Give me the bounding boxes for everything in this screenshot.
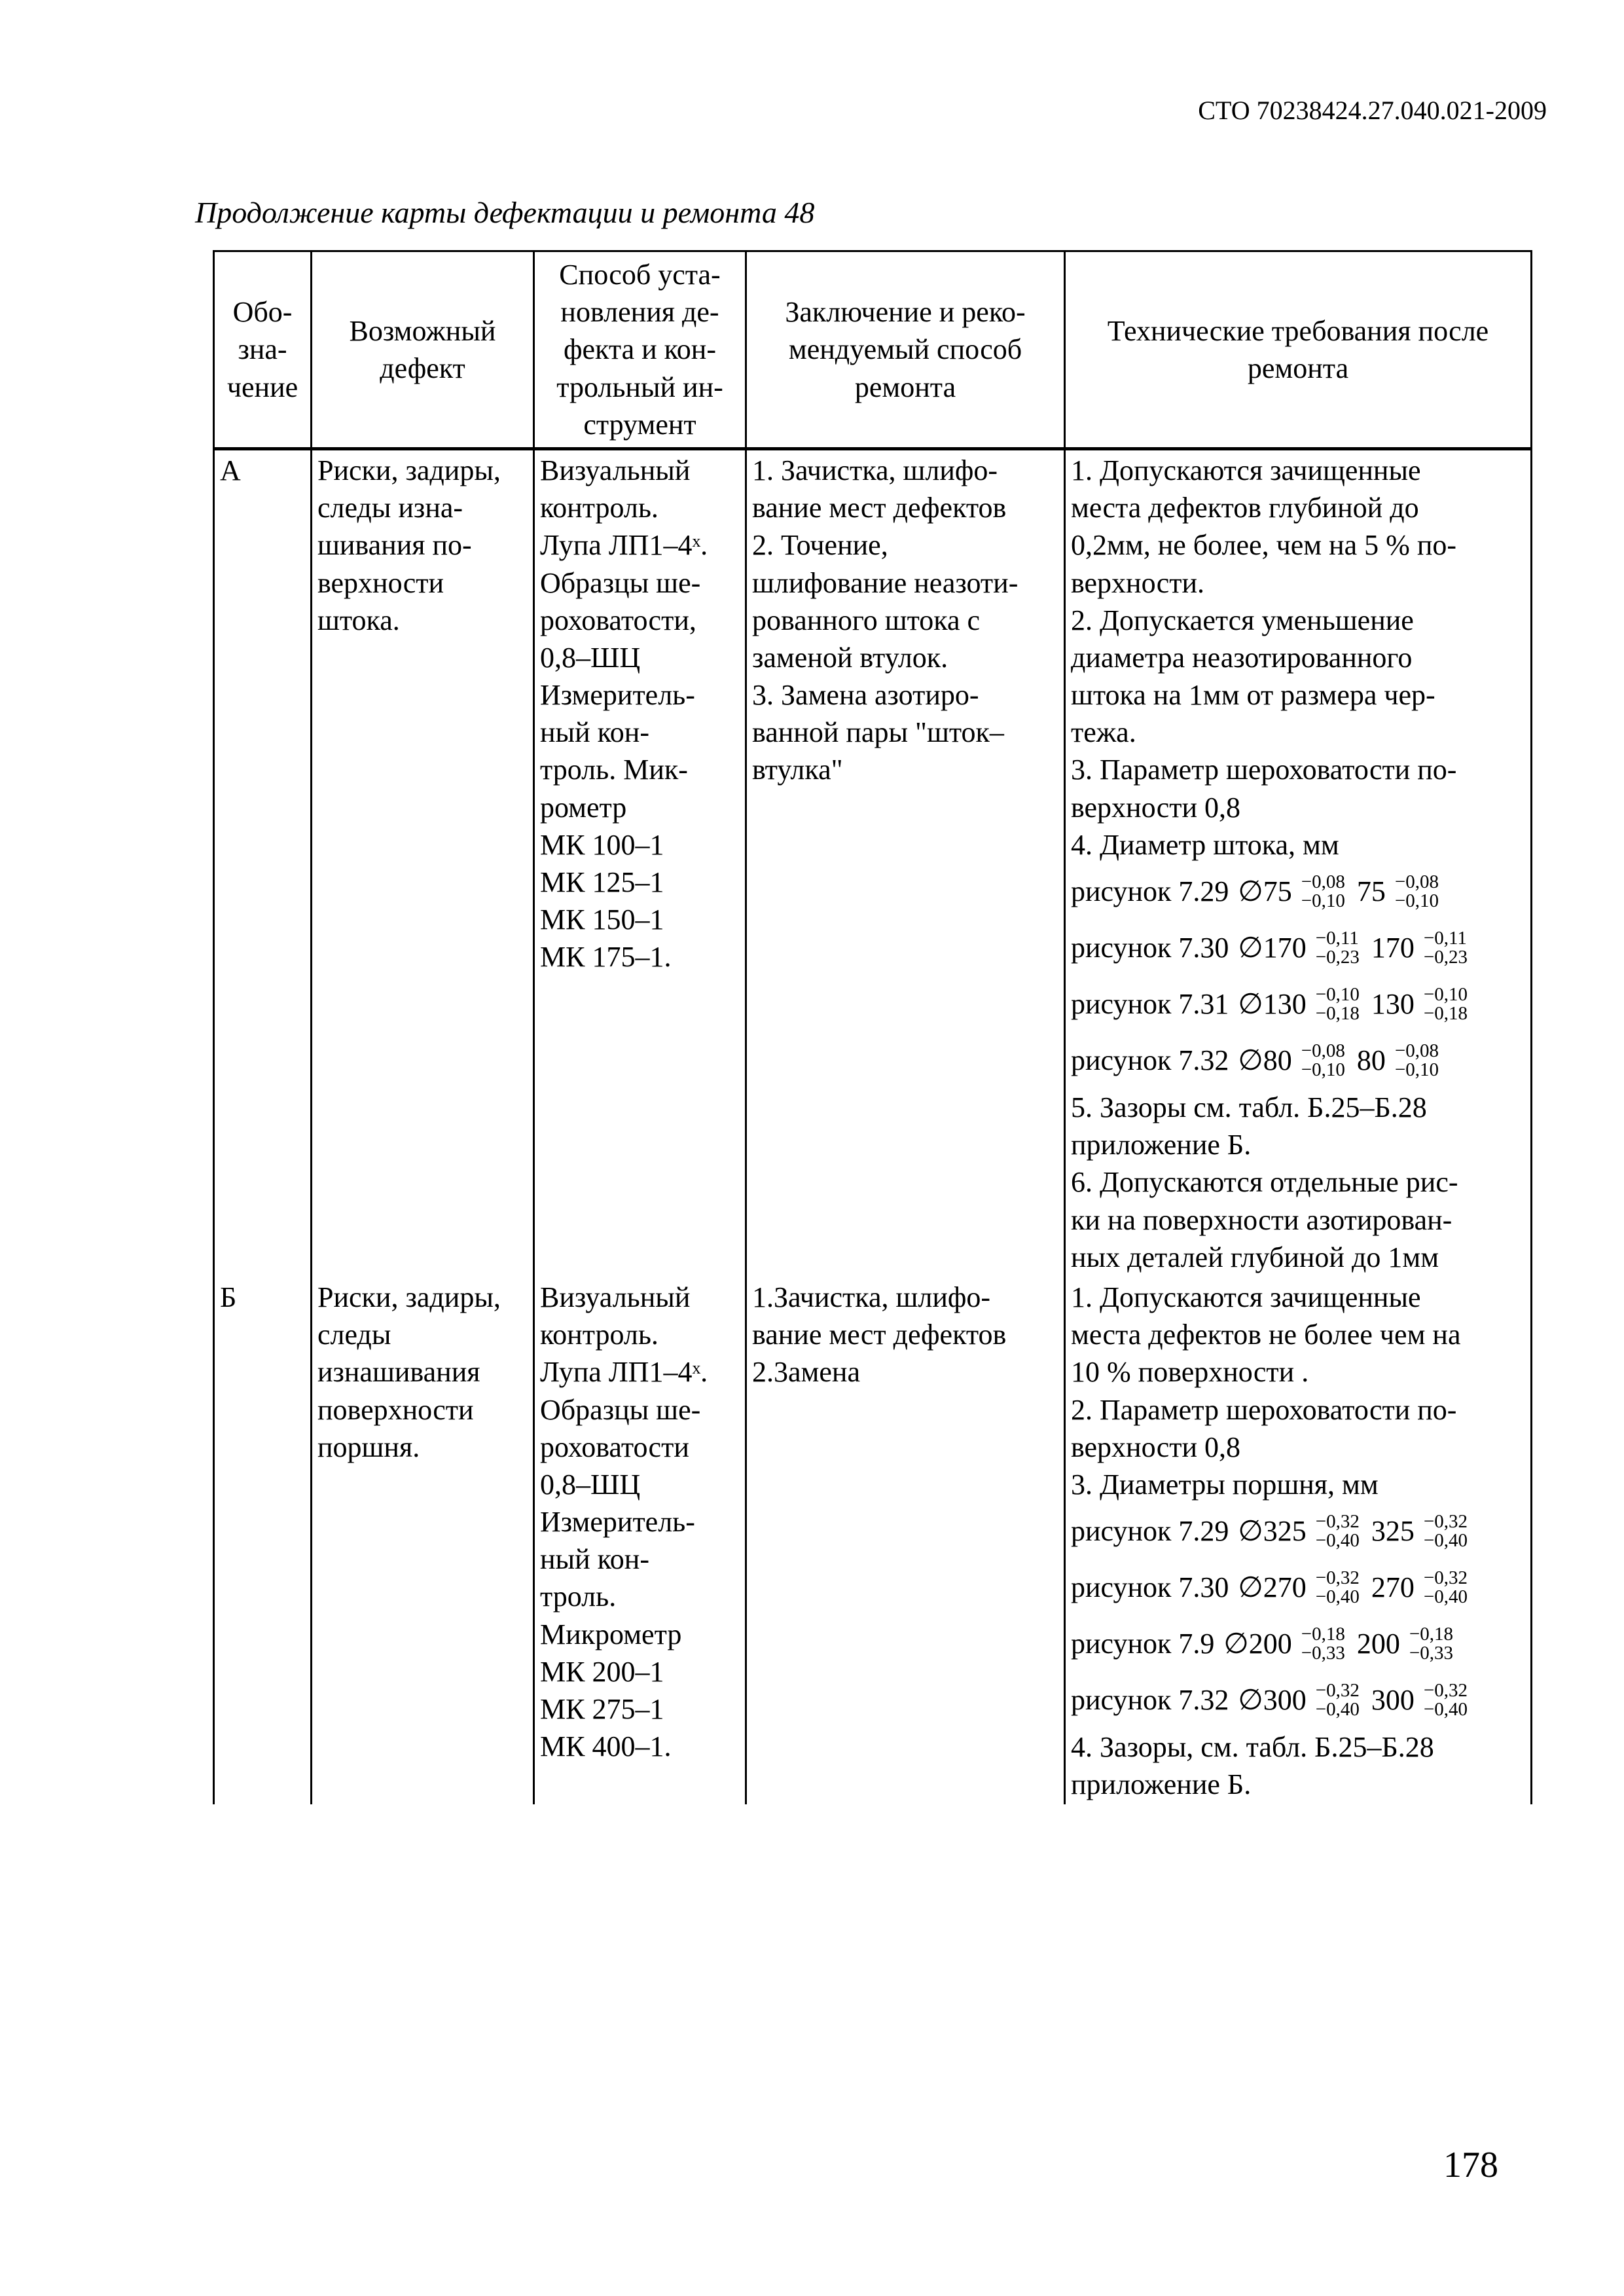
header-text-line: фекта и кон- <box>563 333 717 366</box>
figure-ref: рисунок 7.30 <box>1071 932 1229 964</box>
method-line: 0,8–ШЦ <box>540 1468 641 1501</box>
requirement-line: ных деталей глубиной до 1мм <box>1071 1241 1439 1273</box>
diameter-value: ∅270 <box>1238 1571 1307 1604</box>
method-line: ный кон- <box>540 1543 649 1576</box>
diameter-value: ∅80 <box>1238 1044 1292 1077</box>
method-line: МК 175–1. <box>540 941 672 974</box>
figure-dimension-row <box>1071 1032 1525 1089</box>
defect-line: верхности <box>317 566 444 599</box>
figure-ref: рисунок 7.29 <box>1071 875 1229 908</box>
repair-line: 2.3амена <box>752 1356 860 1389</box>
tolerance-upper: −0,32 <box>1315 1511 1360 1533</box>
nominal-value: 200 <box>1356 1628 1400 1660</box>
diameter-value: ∅170 <box>1238 932 1307 964</box>
tolerance-lower: −0,10 <box>1301 890 1345 911</box>
tolerance-lower: −0,10 <box>1394 890 1439 911</box>
figure-dimension-row <box>1071 976 1525 1032</box>
figure-dimension-row <box>1071 1616 1525 1672</box>
col-header-method <box>534 251 746 449</box>
requirement-line: приложение Б. <box>1071 1129 1252 1161</box>
tolerance <box>1316 985 1360 1023</box>
tolerance <box>1395 1042 1439 1080</box>
requirement-line: 5. Зазоры см. табл. Б.25–Б.28 <box>1071 1091 1427 1123</box>
tolerance-upper: −0,08 <box>1301 1040 1345 1061</box>
tolerance <box>1301 1625 1345 1663</box>
repair-line: 2. Точение, <box>752 529 888 562</box>
defect-line: поверхности <box>317 1393 474 1426</box>
requirement-line: штока на 1мм от размера чер- <box>1071 679 1435 712</box>
method-line: рометр <box>540 791 627 824</box>
requirement-line: 4. Зазоры, см. табл. Б.25–Б.28 <box>1071 1731 1434 1764</box>
col-header-designation <box>214 251 312 449</box>
tolerance <box>1424 929 1468 967</box>
tolerance <box>1316 929 1360 967</box>
figure-ref: рисунок 7.29 <box>1071 1515 1229 1548</box>
tolerance-upper: −0,11 <box>1423 928 1467 949</box>
tolerance-upper: −0,08 <box>1394 1040 1439 1061</box>
requirement-line: 3. Параметр шероховатости по- <box>1071 754 1457 786</box>
requirement-line: 10 % поверхности . <box>1071 1356 1309 1389</box>
table-row <box>214 448 1532 1277</box>
header-text-line: Заключение и реко- <box>785 296 1026 329</box>
requirement-line: 3. Диаметры поршня, мм <box>1071 1468 1379 1501</box>
diameter-value: ∅75 <box>1238 875 1292 908</box>
continuation-caption: Продолжение карты дефектации и ремонта 48 <box>195 196 815 229</box>
method-line: Лупа ЛП1–4ˣ. <box>540 529 708 562</box>
method-line: троль. Мик- <box>540 754 688 786</box>
figure-ref: рисунок 7.32 <box>1071 1684 1229 1717</box>
header-text-line: Обо- <box>232 296 293 329</box>
tolerance <box>1301 1042 1345 1080</box>
requirement-line: 2. Параметр шероховатости по- <box>1071 1393 1457 1426</box>
tolerance-upper: −0,10 <box>1423 984 1468 1005</box>
requirement-line: верхности 0,8 <box>1071 1430 1240 1463</box>
figure-ref: рисунок 7.30 <box>1071 1571 1229 1604</box>
repair-line: 1.Зачистка, шлифо- <box>752 1281 991 1313</box>
repair-line: 1. Зачистка, шлифо- <box>752 454 998 486</box>
figure-ref: рисунок 7.32 <box>1071 1044 1229 1077</box>
tolerance-lower: −0,40 <box>1315 1699 1360 1721</box>
tolerance-upper: −0,32 <box>1315 1567 1360 1589</box>
defect-line: Риски, задиры, <box>317 454 501 486</box>
method-line: МК 150–1 <box>540 903 664 936</box>
cell-method <box>534 1277 746 1805</box>
tolerance <box>1316 1512 1360 1550</box>
method-line: 0,8–ШЦ <box>540 641 641 674</box>
header-text-line: Способ уста- <box>559 259 721 291</box>
cell-requirements <box>1065 1277 1532 1805</box>
method-line: Микрометр <box>540 1618 682 1650</box>
tolerance-upper: −0,18 <box>1301 1624 1345 1645</box>
tolerance-lower: −0,40 <box>1423 1699 1468 1721</box>
requirement-line: диаметра неазотированного <box>1071 641 1413 674</box>
method-line: МК 275–1 <box>540 1693 664 1725</box>
requirement-line: приложение Б. <box>1071 1768 1252 1801</box>
requirement-line: места дефектов не более чем на <box>1071 1319 1461 1351</box>
requirement-line: 4. Диаметр штока, мм <box>1071 828 1339 861</box>
diameter-value: ∅325 <box>1238 1515 1307 1548</box>
tolerance <box>1424 985 1468 1023</box>
repair-line: шлифование неазоти- <box>752 566 1019 599</box>
figure-dimension-row <box>1071 1559 1525 1616</box>
method-line: роховатости <box>540 1430 689 1463</box>
header-text-line: дефект <box>380 352 465 384</box>
figure-dimension-row <box>1071 864 1525 920</box>
method-line: контроль. <box>540 1319 659 1351</box>
defect-line: штока. <box>317 604 400 636</box>
tolerance <box>1424 1681 1468 1719</box>
header-text-line: чение <box>226 371 298 403</box>
defect-line: следы изна- <box>317 492 463 524</box>
method-line: Лупа ЛП1–4ˣ. <box>540 1356 708 1389</box>
diameter-value: ∅130 <box>1238 988 1307 1021</box>
tolerance-upper: −0,10 <box>1315 984 1360 1005</box>
requirement-line: верхности 0,8 <box>1071 791 1240 824</box>
defect-line: шивания по- <box>317 529 472 562</box>
method-line: Образцы ше- <box>540 566 701 599</box>
method-line: роховатости, <box>540 604 696 636</box>
tolerance-upper: −0,32 <box>1423 1680 1468 1702</box>
tolerance-upper: −0,08 <box>1394 871 1439 892</box>
method-line: Измеритель- <box>540 1506 695 1539</box>
header-text-line: струмент <box>583 408 696 441</box>
requirement-line: 2. Допускается уменьшение <box>1071 604 1414 636</box>
tolerance-lower: −0,18 <box>1315 1003 1360 1024</box>
diameter-value: ∅300 <box>1238 1684 1307 1717</box>
nominal-value: 325 <box>1371 1515 1415 1548</box>
cell-defect <box>312 448 534 1277</box>
nominal-value: 170 <box>1371 932 1415 964</box>
nominal-value: 300 <box>1371 1684 1415 1717</box>
header-text-line: зна- <box>238 333 287 366</box>
repair-line: 3. Замена азотиро- <box>752 679 979 712</box>
tolerance-lower: −0,33 <box>1301 1643 1345 1664</box>
repair-line: вание мест дефектов <box>752 1319 1007 1351</box>
col-header-repair <box>746 251 1065 449</box>
method-line: Образцы ше- <box>540 1393 701 1426</box>
tolerance-upper: −0,32 <box>1423 1567 1468 1589</box>
repair-line: втулка" <box>752 754 843 786</box>
tolerance <box>1395 873 1439 911</box>
tolerance-upper: −0,18 <box>1409 1624 1453 1645</box>
tolerance-upper: −0,08 <box>1301 871 1345 892</box>
table-header-row <box>214 251 1532 449</box>
defect-line: поршня. <box>317 1430 420 1463</box>
cell-designation: Б <box>214 1277 312 1805</box>
requirement-line: 1. Допускаются зачищенные <box>1071 1281 1421 1313</box>
figure-dimension-row <box>1071 1672 1525 1728</box>
tolerance <box>1409 1625 1453 1663</box>
cell-defect <box>312 1277 534 1805</box>
requirement-line: места дефектов глубиной до <box>1071 492 1419 524</box>
tolerance-upper: −0,11 <box>1315 928 1359 949</box>
tolerance-upper: −0,32 <box>1423 1511 1468 1533</box>
page-number: 178 <box>1443 2145 1498 2185</box>
col-header-requirements <box>1065 251 1532 449</box>
figure-ref: рисунок 7.31 <box>1071 988 1229 1021</box>
method-line: МК 100–1 <box>540 828 664 861</box>
requirement-line: 1. Допускаются зачищенные <box>1071 454 1421 486</box>
tolerance <box>1424 1569 1468 1607</box>
defect-line: изнашивания <box>317 1356 480 1389</box>
requirement-line: 6. Допускаются отдельные рис- <box>1071 1166 1458 1199</box>
method-line: МК 125–1 <box>540 866 664 898</box>
header-text-line: Возможный <box>349 314 496 347</box>
tolerance-lower: −0,23 <box>1315 947 1360 968</box>
nominal-value: 80 <box>1356 1044 1386 1077</box>
repair-line: заменой втулок. <box>752 641 948 674</box>
header-text-line: ремонта <box>854 371 956 403</box>
tolerance-upper: −0,32 <box>1315 1680 1360 1702</box>
method-line: контроль. <box>540 492 659 524</box>
header-text-line: ремонта <box>1247 352 1349 384</box>
method-line: ный кон- <box>540 716 649 749</box>
requirement-line: ки на поверхности азотирован- <box>1071 1203 1453 1236</box>
defect-line: Риски, задиры, <box>317 1281 501 1313</box>
table-row <box>214 1277 1532 1805</box>
method-line: МК 200–1 <box>540 1655 664 1688</box>
cell-method <box>534 448 746 1277</box>
document-code: СТО 70238424.27.040.021-2009 <box>1198 96 1547 125</box>
tolerance <box>1316 1681 1360 1719</box>
method-line: Измеритель- <box>540 679 695 712</box>
nominal-value: 75 <box>1356 875 1386 908</box>
diameter-value: ∅200 <box>1223 1628 1292 1660</box>
tolerance <box>1301 873 1345 911</box>
defect-line: следы <box>317 1319 391 1351</box>
nominal-value: 130 <box>1371 988 1415 1021</box>
col-header-defect <box>312 251 534 449</box>
tolerance-lower: −0,40 <box>1423 1530 1468 1552</box>
method-line: Визуальный <box>540 454 691 486</box>
tolerance-lower: −0,10 <box>1301 1059 1345 1080</box>
figure-ref: рисунок 7.9 <box>1071 1628 1215 1660</box>
tolerance-lower: −0,10 <box>1394 1059 1439 1080</box>
header-text-line: новления де- <box>560 296 719 329</box>
defect-repair-table <box>213 250 1532 1804</box>
nominal-value: 270 <box>1371 1571 1415 1604</box>
tolerance-lower: −0,40 <box>1423 1586 1468 1608</box>
figure-dimension-row <box>1071 1503 1525 1559</box>
figure-dimension-row <box>1071 920 1525 976</box>
tolerance <box>1424 1512 1468 1550</box>
cell-repair <box>746 1277 1065 1805</box>
repair-line: вание мест дефектов <box>752 492 1007 524</box>
cell-repair <box>746 448 1065 1277</box>
tolerance-lower: −0,40 <box>1315 1586 1360 1608</box>
tolerance-lower: −0,33 <box>1409 1643 1453 1664</box>
repair-line: ванной пары "шток– <box>752 716 1004 749</box>
repair-line: рованного штока с <box>752 604 981 636</box>
header-text-line: Технические требования после <box>1107 314 1489 347</box>
requirement-line: тежа. <box>1071 716 1136 749</box>
requirement-line: верхности. <box>1071 566 1204 599</box>
method-line: Визуальный <box>540 1281 691 1313</box>
method-line: троль. <box>540 1580 617 1613</box>
tolerance-lower: −0,18 <box>1423 1003 1468 1024</box>
tolerance <box>1316 1569 1360 1607</box>
header-text-line: трольный ин- <box>556 371 723 403</box>
requirement-line: 0,2мм, не более, чем на 5 % по- <box>1071 529 1457 562</box>
cell-designation: А <box>214 448 312 1277</box>
tolerance-lower: −0,40 <box>1315 1530 1360 1552</box>
method-line: МК 400–1. <box>540 1730 672 1763</box>
tolerance-lower: −0,23 <box>1423 947 1468 968</box>
header-text-line: мендуемый способ <box>788 333 1022 366</box>
cell-requirements <box>1065 448 1532 1277</box>
